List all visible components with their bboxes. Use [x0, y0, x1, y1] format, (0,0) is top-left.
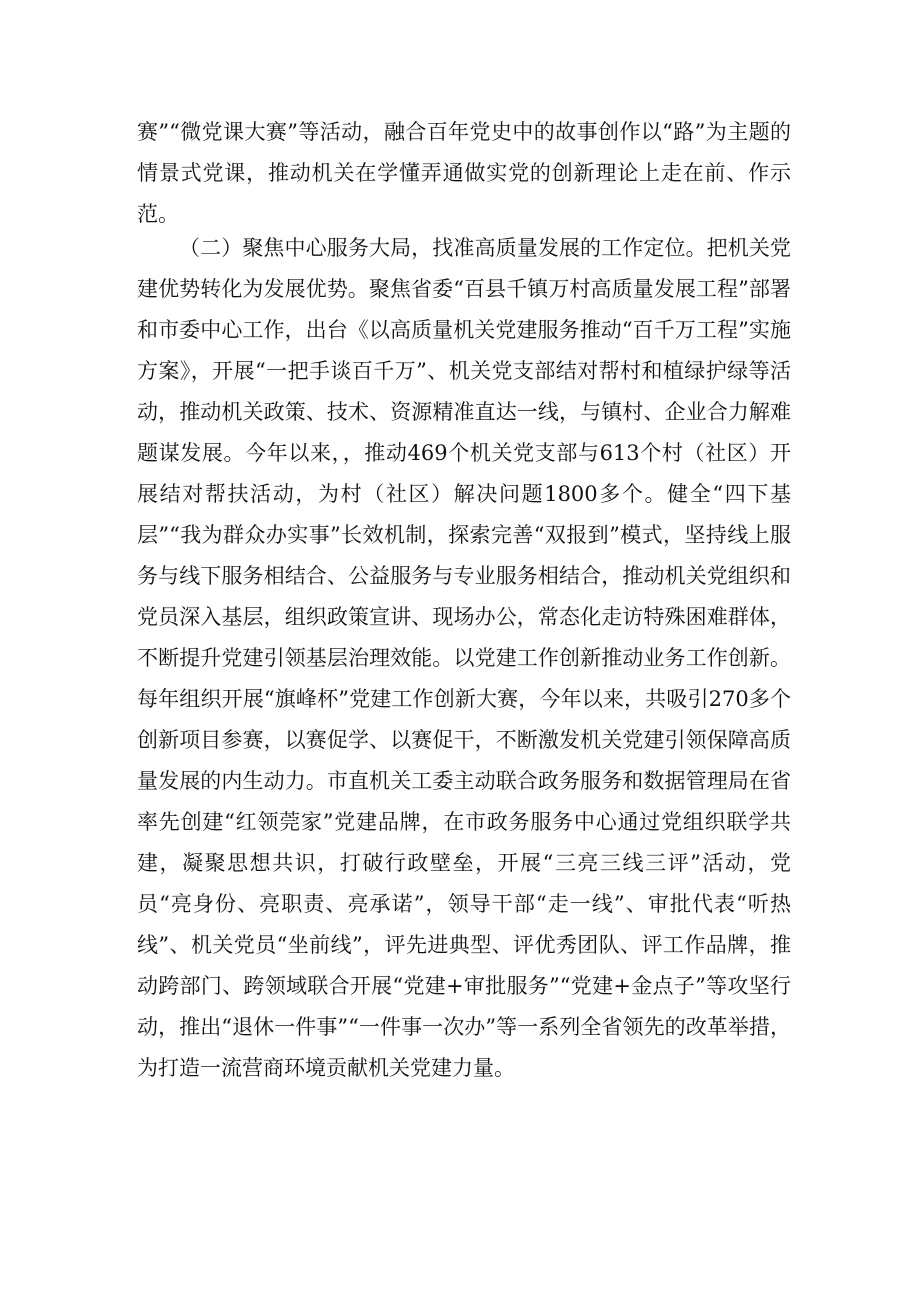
paragraph-continuation: 赛”“微党课大赛”等活动，融合百年党史中的故事创作以“路”为主题的情景式党课，推动机关在学懂弄通做实党的创新理论上走在前、作示范。 [137, 120, 791, 226]
paragraph-section-two: （二）聚焦中心服务大局，找准高质量发展的工作定位。把机关党建优势转化为发展优势。聚焦省委“百县千镇万村高质量发展工程”部署和市委中心工作，出台《以高质量机关党建服务推动“百千万工程”实施方案》，开展“一把手谈百千万”、机关党支部结对帮村和植绿护绿等活动，推动机关政策、技术、资源精准直达一线，与镇村、企业合力解难题谋发展。今年以来，，推动469个机关党支部与613个村（社区）开展结对帮扶活动，为村（社区）解决问题1800多个。健全“四下基层”“我为群众办实事”长效机制，探索完善“双报到”模式，坚持线上服务与线下服务相结合、公益服务与专业服务相结合，推动机关党组织和党员深入基层，组织政策宣讲、现场办公，常态化走访特殊困难群体，不断提升党建引领基层治理效能。以党建工作创新推动业务工作创新。每年组织开展“旗峰杯”党建工作创新大赛，今年以来，共吸引270多个创新项目参赛，以赛促学、以赛促干，不断激发机关党建引领保障高质量发展的内生动力。市直机关工委主动联合政务服务和数据管理局在省率先创建“红领莞家”党建品牌，在市政务服务中心通过党组织联学共建，凝聚思想共识，打破行政壁垒，开展“三亮三线三评”活动，党员“亮身份、亮职责、亮承诺”，领导干部“走一线”、审批代表“听热线”、机关党员“坐前线”，评先进典型、评优秀团队、评工作品牌，推动跨部门、跨领域联合开展“党建+审批服务”“党建+金点子”等攻坚行动，推出“退休一件事”“一件事一次办”等一系列全省领先的改革举措，为打造一流营商环境贡献机关党建力量。 [137, 236, 791, 1080]
